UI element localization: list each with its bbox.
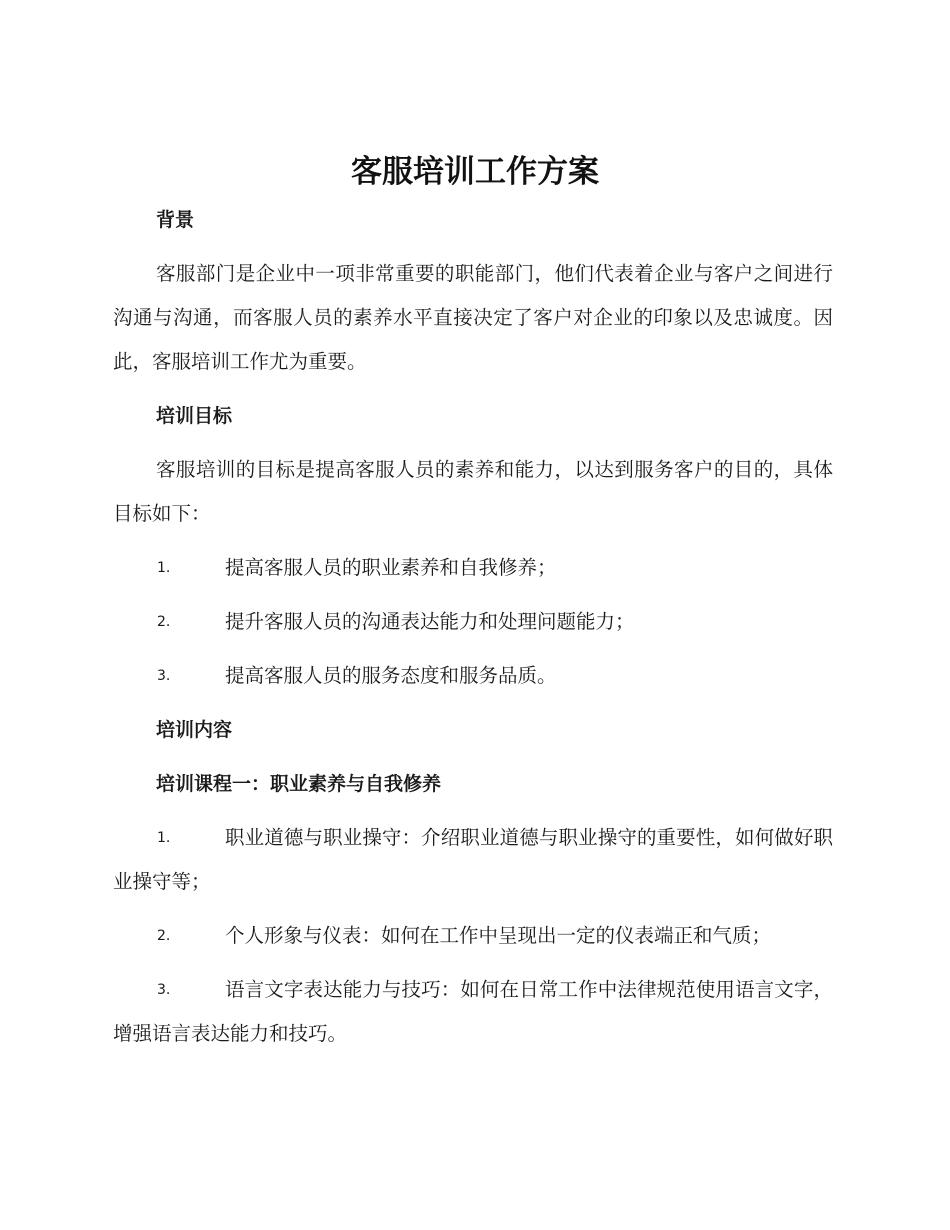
course-heading: 培训课程一：职业素养与自我修养: [156, 773, 442, 795]
course-list-item: [113, 914, 833, 958]
section-heading-goals: 培训目标: [156, 405, 233, 427]
list-item-text: 职业道德与职业操守：介绍职业道德与职业操守的重要性，如何做好职业操守等；: [113, 826, 833, 893]
list-number: 1.: [157, 560, 171, 576]
list-number: 3.: [157, 982, 171, 998]
list-number: 3.: [157, 668, 171, 684]
list-item-text: 语言文字表达能力与技巧：如何在日常工作中法律规范使用语言文字，增强语言表达能力和技巧。: [113, 978, 833, 1045]
background-paragraph: 客服部门是企业中一项非常重要的职能部门，他们代表着企业与客户之间进行沟通与沟通，而客服人员的素养水平直接决定了客户对企业的印象以及忠诚度。因此，客服培训工作尤为重要。: [113, 262, 833, 373]
list-number: 2.: [157, 928, 171, 944]
list-number: 1.: [157, 830, 171, 846]
goals-paragraph: 客服培训的目标是提高客服人员的素养和能力，以达到服务客户的目的，具体目标如下：: [113, 458, 833, 525]
list-number: 2.: [157, 614, 171, 630]
document-title: 客服培训工作方案: [351, 154, 599, 190]
section-heading-content: 培训内容: [156, 719, 233, 741]
goals-list-item: [113, 654, 833, 698]
section-heading-background: 背景: [156, 209, 195, 231]
list-item-text: 提高客服人员的职业素养和自我修养；: [225, 556, 557, 579]
goals-list-item: [113, 546, 833, 590]
list-item-text: 提高客服人员的服务态度和服务品质。: [225, 664, 557, 687]
list-item-text: 个人形象与仪表：如何在工作中呈现出一定的仪表端正和气质；: [225, 924, 772, 947]
goals-list-item: [113, 600, 833, 644]
course-list-item: [113, 968, 833, 1056]
document-body: [113, 198, 833, 1066]
course-list-item: [113, 816, 833, 904]
list-item-text: 提升客服人员的沟通表达能力和处理问题能力；: [225, 610, 635, 633]
